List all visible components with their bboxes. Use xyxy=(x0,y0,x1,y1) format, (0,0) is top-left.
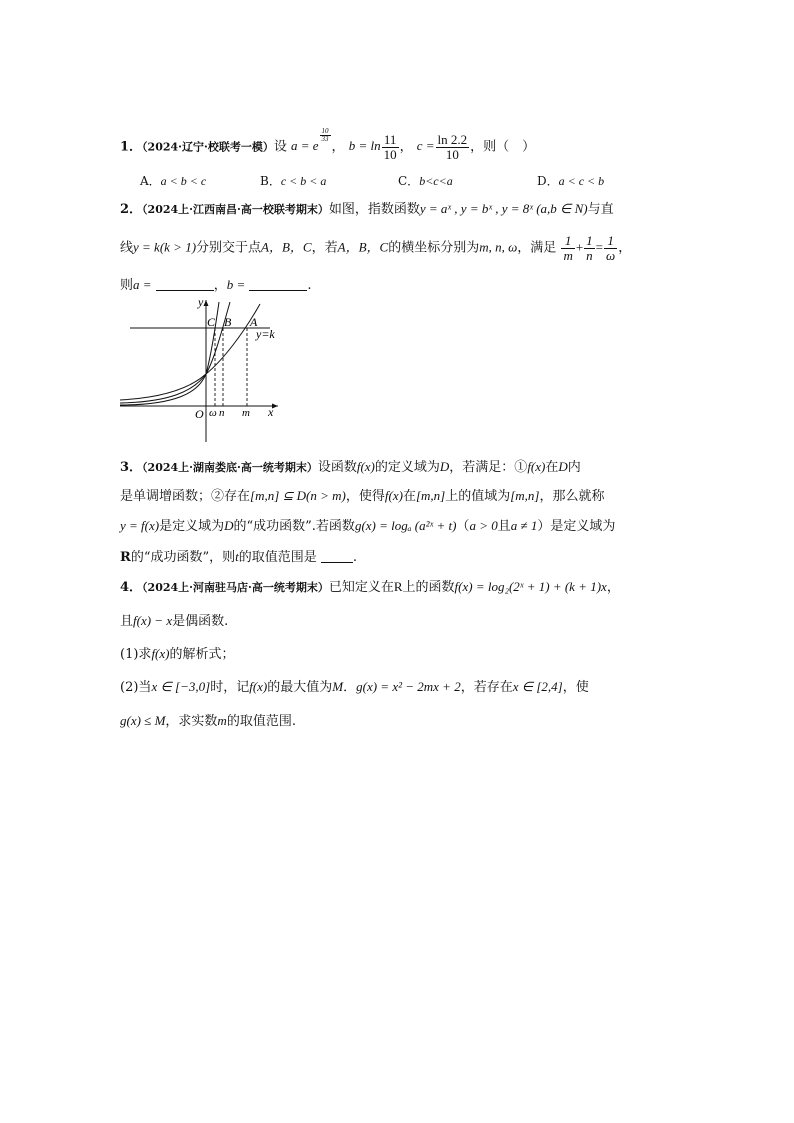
q2-line1: 2．（2024上·江西南昌·高一校联考期末）如图，指数函数y = aˣ , y = bˣ , y = 8ˣ (a,b ∈ N)与直 xyxy=(120,201,614,217)
q3-answer-blank[interactable] xyxy=(321,550,353,563)
q4-part2: (2)当x ∈ [−3,0]时，记f(x)的最大值为M．g(x) = x² − 2mx + 2，若存在x ∈ [2,4]，使 xyxy=(120,679,589,695)
q3-source: （2024上·湖南娄底·高一统考期末） xyxy=(142,461,318,474)
graph-line-label: y=k xyxy=(256,327,275,341)
graph-y-label: y xyxy=(198,295,204,309)
q1-source: （2024·辽宁·校联考一模） xyxy=(142,140,274,154)
q3-line2: 是单调增函数；②存在[m,n] ⊆ D(n > m)，使得f(x)在[m,n]上的值域为[m,n]，那么就称 xyxy=(120,488,605,504)
q2-exponential-graph xyxy=(118,294,288,444)
graph-point-a: A xyxy=(250,315,258,329)
q1-text: 设 xyxy=(273,139,287,155)
q3-line1: 3．（2024上·湖南娄底·高一统考期末）设函数f(x)的定义域为D，若满足：①f(x)在D内 xyxy=(120,459,581,475)
q2-number: 2． xyxy=(120,202,143,217)
q1-line1: 1．（2024·辽宁·校联考一模）设 a = e $^{\frac{10}{33}}$ ， b = ln $\frac{11}{10}$ ， c = $\frac{\ln 2.2}{10}$ ，则（ ） xyxy=(120,127,536,162)
q2-blank-a[interactable] xyxy=(156,278,214,291)
q3-number: 3． xyxy=(120,460,143,475)
q2-source: （2024上·江西南昌·高一校联考期末） xyxy=(142,203,329,216)
q4-source: （2024上·河南驻马店·高一统考期末） xyxy=(142,581,329,594)
q1-number: 1． xyxy=(120,139,143,155)
q1-option-b[interactable]: B．c < b < a xyxy=(260,174,327,188)
q3-line3: y = f(x)是定义域为D的“成功函数”.若函数g(x) = logₐ (a²ˣ + t)（a > 0且a ≠ 1）是定义域为 xyxy=(120,518,616,534)
q1-b-def: b = ln $\frac{11}{10}$ xyxy=(348,132,397,162)
q4-line2: 且f(x) − x是偶函数. xyxy=(120,613,229,629)
q4-function: f(x) = log₂(2ˣ + 1) + (k + 1)x xyxy=(454,579,607,594)
q2-blank-b[interactable] xyxy=(249,278,307,291)
q2-line3: 则a = ，b = . xyxy=(120,277,312,293)
q1-tail: ，则（ ） xyxy=(470,139,536,155)
q2-line2: 线y = k(k > 1)分别交于点A，B，C，若A，B，C的横坐标分别为m, n, ω，满足 $\frac{1}{m}$ + $\frac{1}{n}$ = $\frac{1}{\omega}$ ， xyxy=(120,233,632,263)
graph-tick-omega: ω xyxy=(209,407,217,419)
graph-point-b: B xyxy=(224,315,232,329)
q4-part2-cont: g(x) ≤ M，求实数m的取值范围. xyxy=(120,713,296,729)
graph-tick-m: m xyxy=(242,407,250,419)
graph-origin: O xyxy=(195,407,204,421)
graph-x-label: x xyxy=(268,405,274,419)
q2-functions: y = aˣ , y = bˣ , y = 8ˣ (a,b ∈ N) xyxy=(419,201,588,216)
q3-line4: R的“成功函数”，则t的取值范围是 . xyxy=(120,549,358,565)
q4-part1: (1)求f(x)的解析式； xyxy=(120,646,235,662)
q1-c-def: c = $\frac{\ln 2.2}{10}$ xyxy=(416,132,468,162)
graph-tick-n: n xyxy=(219,407,225,419)
q4-number: 4． xyxy=(120,580,143,595)
q1-option-d[interactable]: D．a < c < b xyxy=(537,174,605,188)
q4-line1: 4．（2024上·河南驻马店·高一统考期末）已知定义在R上的函数f(x) = log₂(2ˣ + 1) + (k + 1)x， xyxy=(120,579,620,595)
q1-a-def: a = e $^{\frac{10}{33}}$ xyxy=(290,127,329,154)
q1-option-a[interactable]: A．a < b < c xyxy=(140,174,207,188)
graph-point-c: C xyxy=(207,315,216,329)
q1-option-c[interactable]: C．b<c<a xyxy=(398,174,453,188)
